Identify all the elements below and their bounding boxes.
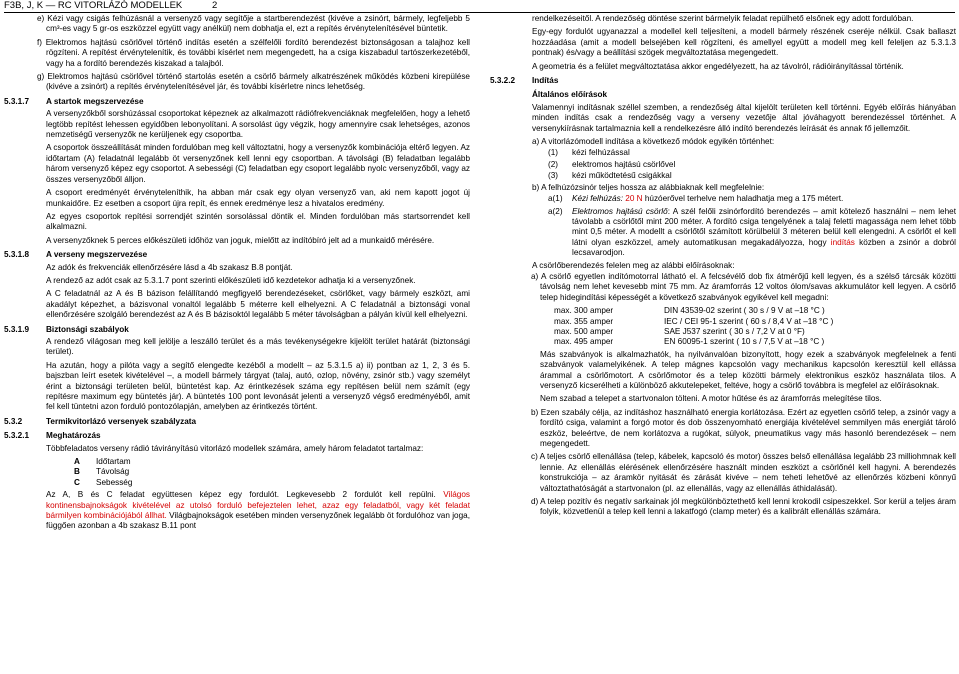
- section-heading: [490, 76, 956, 86]
- rule-d: d) A telep pozitív és negatív sarkainak jól megkülönböztethető kell lenni krokodil csipeszekkel. Sor kerül a teljes áram folyik, közvetlenül a telep kell lenni a lakatfogó (clamp meter) és a kalibrált ellenállás számára.: [531, 497, 956, 517]
- task-value: Távolság: [96, 467, 130, 477]
- paragraph: Ha azután, hogy a pilóta vagy a segítő elengedte kezéből a modellt – az 5.3.1.5 a) ii) pontban az 1, 2, 3 és 5. bajszban leírt esetek kivételével –, a modell bármely tárgyat (talaj, autó, ozlop, növény, zsinór stb.) vagy személyt érint a biztonsági területen belül, büntetést kap. Az érintkezések száma egy repítésen belül nem számít (egy repítésre maximum egy büntetés jár). A büntetés 100 pont levonását jelenti a versenyző végső eredményéből, amit fel kell tüntetni azon forduló pontozólapján, amelyben az érintkezés történt.: [46, 360, 470, 412]
- left-column: [4, 14, 470, 535]
- task-list: [4, 457, 470, 488]
- section-number: 5.3.2.2: [490, 76, 516, 86]
- section-number: 5.3.1.9: [4, 324, 30, 334]
- item-text: kézi felhúzással: [572, 148, 630, 158]
- section-title: Indítás: [532, 76, 559, 86]
- red-text-run: indítás: [830, 237, 855, 247]
- section-number: 5.3.2.1: [4, 431, 30, 441]
- page-number: 2: [212, 0, 218, 11]
- item-label: (3): [548, 171, 559, 181]
- item-italic: Kézi felhúzás:: [572, 194, 623, 204]
- task-item: [74, 457, 470, 467]
- red-text-run: Világos kontinensbajnokságok kivételével az utolsó forduló befejeztelen lehet, azaz egy feladatból, vagy két feladat bármilyen kombinációjából állhat.: [46, 490, 470, 521]
- standard-spec: SAE J537 szerint ( 30 s / 7,2 V at 0 °F): [664, 326, 805, 336]
- section-heading: [4, 97, 470, 107]
- paragraph: A versenyzőknek 5 perces előkészületi időhöz van joguk, mielőtt az indítóbíró jelt ad a munkaidő mérésére.: [46, 235, 435, 245]
- paragraph: Az adók és frekvenciák ellenőrzésére lásd a 4b szakasz B.8 pontját.: [46, 262, 293, 272]
- section-number: 5.3.1.8: [4, 250, 30, 260]
- standard-spec: IEC / CEI 95-1 szerint ( 60 s / 8,4 V at –18 °C ): [664, 316, 834, 326]
- paragraph: rendelkezéseitől. A rendezőség döntése szerint bármelyik feladat repülhető elsőnek egy adott fordulóban.: [532, 14, 914, 23]
- section-heading: [4, 250, 470, 260]
- list-heading: b) A felhúzózsinór teljes hossza az alábbiaknak kell megfelelnie:: [532, 182, 765, 192]
- paragraph: A rendező világosan meg kell jelölje a leszálló terület és a más tevékenységekre kijelölt terület határát (biztonsági terület).: [46, 336, 470, 357]
- section-title: Termikvitorlázó versenyek szabályzata: [46, 416, 197, 426]
- text-run: Az A, B és C feladat együttesen képez egy fordulót. Legkevesebb 2 fordulót kell repülni.: [46, 490, 436, 500]
- section-title: A startok megszervezése: [46, 96, 144, 106]
- list-item: [548, 160, 956, 170]
- standard-row: [490, 337, 956, 347]
- paragraph: A geometria és a felület megváltoztatása akkor engedélyezett, ha az távolról, rádióirányítással történik.: [532, 61, 904, 71]
- task-key: B: [74, 467, 80, 477]
- standard-amp: max. 355 amper: [554, 316, 614, 326]
- paragraph: A versenyzőkből sorshúzással csoportokat képeznek az alkalmazott rádiófrekvenciáknak megfelelően, hogy a lehető legtöbb repítést lehessen egyidőben lebonyolítani. A sorsolást úgy végzik, hogy amennyire csak lehetséges, azonos nemzetiségű versenyzők ne kerüljenek egy csoportba.: [46, 109, 470, 140]
- paragraph: Nem szabad a telepet a startvonalon tölteni. A motor hűtése és az áramforrás melegítése tilos.: [540, 394, 882, 404]
- rule-g: g) Elektromos hajtású csörlővel történő startolás esetén a csörlő bármely alkatrészének működés közbeni kirepülése (kivéve a zsinórt) a repítés érvénytelenítésével jár, és további kísérletre nincs lehetőség.: [37, 72, 470, 92]
- launch-mode-list: [490, 148, 956, 181]
- item-text: kézi működtetésű csigákkal: [572, 171, 672, 181]
- paragraph: A rendező az adót csak az 5.3.1.7 pont szerinti előkészületi idő kezdetekor adhatja ki a versenyzőnek.: [46, 275, 416, 285]
- right-column: [490, 14, 956, 521]
- list-item: [548, 194, 956, 204]
- paragraph: Többfeladatos verseny rádió távirányítású vitorlázó modellek számára, amely három feladatot tartalmaz:: [46, 443, 424, 453]
- paragraph: A csoport eredményét érvényteleníthik, ha abban már csak egy olyan versenyző van, aki nem kapott jogot új munkaidőre. Ez esetben a csoport újra repít, és ennek eredménye lesz a hivatalos eredmény.: [46, 188, 470, 208]
- standard-amp: max. 495 amper: [554, 337, 614, 347]
- paragraph: A csörlőberendezés felelen meg az alábbi előírásoknak:: [532, 260, 735, 270]
- rule-b: b) Ezen szabály célja, az indításhoz használható energia korlátozása. Ezért az egyetlen csörlő telep, a zsinór vagy a fordító csiga, valamint a forgó motor és dob összenyomható energiája kivételével semmilyen más energiát tároló eszköz, beleértve, de nem korlátozva a rugókat, súlyok, pneumatikus vagy más hasonló berendezések – nem megengedett.: [531, 407, 956, 449]
- paragraph: A C feladatnál az A és B bázison felállítandó megfigyelő berendezéseket, csörlőket, vagy bármely eszközt, ami akadályt képezhet, a bázisvonal vonaltól legalább 5 méterre kell elhelyezni. A C feladatnál a biztonsági vonal ellenőrzésére szolgáló berendezést az A és B bázisoktól legalább 5 méter távolságban a pályán kívül kell elhelyezni.: [46, 289, 470, 320]
- section-heading: [4, 417, 470, 427]
- paragraph: A csoportok összeállítását minden fordulóban meg kell változtatni, hogy a versenyzők kombinációja eltérő legyen. Az időtartam (A) feladatnál legalább öt versenyzőnek kell lenni egy csoportban. A távolsági (B) feladatban legalább három versenyző képez egy csoportot. A sebességi (C) feladatban egy csoport legalább nyolc versenyzőből, vagy az összes versenyzőből álljon.: [46, 143, 470, 184]
- header-title: F3B, J, K — RC VITORLÁZÓ MODELLEK: [4, 0, 183, 11]
- section-title: A verseny megszervezése: [46, 250, 148, 260]
- section-heading: [4, 431, 470, 441]
- item-label: (1): [548, 148, 559, 158]
- section-title: Meghatározás: [46, 431, 101, 441]
- item-label: a(2): [548, 206, 563, 216]
- item-label: a(1): [548, 194, 563, 204]
- text-run: : A szél felőli zsinórfordító berendezés – amit kötelező használni – nem lehet távolabb a csörlőtől mint 200 méter. A fordító csiga tengelyének a talaj feletti magassága nem lehet több mint 0,5 méter. A modellt a csörlőtől számított körülbelül 3 méteren belül kell elengedni. A csörlőt el kell látni olyan eszközzel, amely automatikusan megakadályozza, hogy: [572, 206, 956, 247]
- item-text: [572, 194, 956, 204]
- section-heading: [4, 325, 470, 335]
- paragraph: Az egyes csoportok repítési sorrendjét szintén sorsolással döntik el. Minden fordulóban más startsorrendet kell alkalmazni.: [46, 211, 470, 232]
- paragraph: Egy-egy fordulót ugyanazzal a modellel kell teljesíteni, a modell bármely részének cseréje nélkül. Csak ballaszt hozzáadása (amit a modell belsejében kell rögzíteni, és amellyel együtt a modell meg kell feleljen az 5.3.1.3 pontnak) és/vagy a beállítási szögek megváltoztatása megengedett.: [532, 27, 956, 58]
- red-text-run: 20 N: [625, 194, 643, 204]
- rule-e: e) Kézi vagy csigás felhúzásnál a versenyző vagy segítője a startberendezést (kivéve a zsinórt, bármely, legfeljebb 5 cm³-es vagy 5 gr-os eszközzel együtt vagy anélkül) nem dobhatja el, ezt a repítés érvénytelenítésével büntetik.: [37, 14, 470, 34]
- standard-amp: max. 500 amper: [554, 326, 614, 336]
- rule-c: c) A teljes csörlő ellenállása (telep, kábelek, kapcsoló és motor) összes belső ellenállása legalább 23 milliohmnak kell lennie. Az ellenállás elérésének ellenőrzésére használt minden eszközt a csörlőnél kell hagyni. A berendezés konstrukciója – az áramkör nyitását és zárását kivéve – nem teheti lehetővé az ellenőrzés közbeni könnyű változtathatóságát a startvonalon (pl. az ellenállás, vagy az ellenállás áthidalását).: [531, 452, 956, 493]
- text-run: húzóerővel terhelve nem haladhatja meg a 175 métert.: [644, 194, 844, 204]
- subsection-heading: [490, 90, 956, 100]
- item-text: [572, 207, 956, 259]
- section-title: Biztonsági szabályok: [46, 324, 129, 334]
- battery-standards: [490, 306, 956, 348]
- list-item: [548, 148, 956, 158]
- standard-row: [490, 327, 956, 337]
- running-header: [4, 0, 954, 12]
- task-item: [74, 478, 470, 488]
- rule-f: f) Elektromos hajtású csörlővel történő indítás esetén a szélfelőli fordító berendezést biztonságosan a talajhoz kell rögzíteni. A repítést érvénytelenítik, és további kísérlet nem megengedett, ha a csiga kiszabadul tartószerkezetéből, vagy ha a fordító berendezés kiszakad a talajból.: [37, 37, 470, 68]
- task-value: Időtartam: [96, 457, 131, 467]
- task-value: Sebesség: [96, 477, 133, 487]
- list-heading: a) A vitorlázómodell indítása a következő módok egyikén történhet:: [532, 137, 775, 147]
- standard-spec: EN 60095-1 szerint ( 10 s / 7,5 V at –18 °C ): [664, 337, 825, 347]
- list-item: [548, 207, 956, 259]
- list-item: [548, 171, 956, 181]
- standard-amp: max. 300 amper: [554, 306, 614, 316]
- text-run: Világbajnokságok esetében minden versenyzőnek legalább öt fordulóhoz van joga, függően azonban a 4b szakasz B.11 pont: [46, 511, 470, 531]
- paragraph: Más szabványok is alkalmazhatók, ha nyilvánvalóan bizonyított, hogy ezek a szabványok megfelelnek a fenti szabványok valamelyikének. A telep mágnes kapcsolón vagy mechanikus kapcsolón keresztül kell ellássa árammal a csörlőmotort. A csörlőmotor és a telep közötti bármely elektronikus eszköz használata tilos. A versenyző kicserélheti a különböző akkutelepeket, feltéve, hogy a csörlő továbbra is megfelel az előírásoknak.: [540, 349, 956, 390]
- item-text: elektromos hajtású csörlővel: [572, 159, 676, 169]
- item-italic: Elektromos hajtású csörlő: [572, 206, 668, 216]
- subsection-title: Általános előírások: [532, 90, 608, 100]
- text-run: közben a zsinór a dobról lecsavarodjon.: [572, 237, 956, 258]
- section-number: 5.3.2: [4, 416, 23, 426]
- standard-row: [490, 306, 956, 316]
- paragraph: [4, 490, 470, 532]
- standard-row: [490, 317, 956, 327]
- task-key: C: [74, 477, 80, 487]
- header-rule: [4, 12, 955, 13]
- section-number: 5.3.1.7: [4, 96, 30, 106]
- task-item: [74, 467, 470, 477]
- item-label: (2): [548, 159, 559, 169]
- paragraph: Valamennyi indításnak széllel szemben, a rendezőség által kijelölt területen kell történni. Egyéb előírás hiányában minden indítás csak a rendezőség vagy a verseny vezetője által jóváhagyott berendezéssel történhet. A versenykiírásnak tartalmaznia kell a rendelkezésre álló indító berendezés leírását és annak fő jellemzőit.: [532, 102, 956, 133]
- task-key: A: [74, 457, 80, 467]
- standard-spec: DIN 43539-02 szerint ( 30 s / 9 V at –18 °C ): [664, 306, 825, 316]
- line-length-list: [490, 194, 956, 258]
- rule-a: a) A csörlő egyetlen indítómotorral látható el. A felcsévélő dob fix átmérőjű kell legyen, és a szélső tárcsák közötti távolság nem lehet kevesebb mint 75 mm. Az áramforrás 12 voltos ólom/savas akkumulátor kell legyen. A csörlő telep hidegindítási képességét a következő szabványok egyikével kell megadni:: [531, 271, 956, 302]
